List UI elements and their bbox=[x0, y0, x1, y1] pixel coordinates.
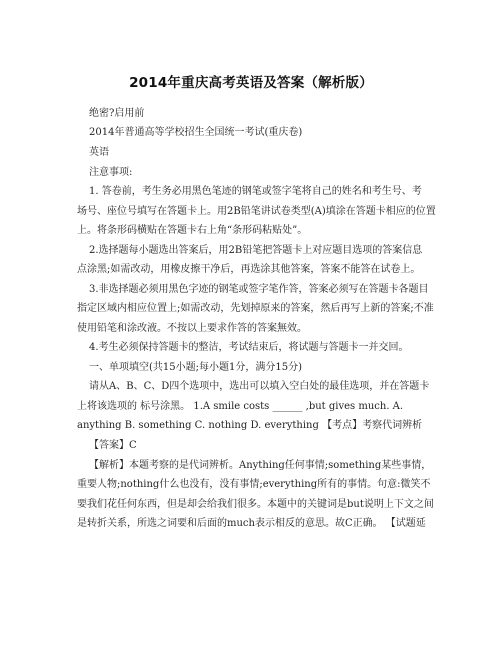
text-line-note2-b: 点涂黑;如需改动，用橡皮擦干净后，再选涂其他答案，答案不能答在试卷上。 bbox=[77, 264, 421, 275]
text-line-instructions-a: 请从A、B、C、D四个选项中，选出可以填入空白处的最佳选项，并在答题卡 bbox=[89, 381, 430, 392]
text-line-note1-b: 场号、座位号填写在答题卡上。用2B铅笔讲试卷类型(A)填涂在答题卡相应的位置 bbox=[77, 206, 436, 217]
text-line-question-options: anything B. something C. nothing D. everything 【考点】考察代词辨析 bbox=[77, 420, 423, 431]
text-line-exam-name: 2014年普通高等学校招生全国统一考试(重庆卷) bbox=[89, 127, 303, 138]
text-line-analysis-c: 要我们花任何东西，但是却会给我们很多。本题中的关键词是but说明上下文之间 bbox=[77, 499, 434, 510]
text-line-confidential: 绝密?启用前 bbox=[89, 108, 145, 119]
text-line-note3-b: 指定区域内相应位置上;如需改动，先划掉原来的答案，然后再写上新的答案;不准 bbox=[77, 303, 434, 314]
text-line-note1-a: 1. 答卷前，考生务必用黑色笔迹的钢笔或签字笔将自己的姓名和考生号、考 bbox=[89, 186, 422, 197]
text-line-analysis-d: 是转折关系，所选之词要和后面的much表示相反的意思。故C正确。 【试题延 bbox=[77, 518, 426, 529]
text-line-answer: 【答案】C bbox=[89, 440, 137, 451]
text-line-subject: 英语 bbox=[89, 147, 109, 158]
text-line-note1-c: 上。将条形码横贴在答题卡右上角“条形码粘贴处”。 bbox=[77, 225, 308, 236]
text-line-note3-a: 3.非选择题必须用黑色字迹的钢笔或签字笔作答，答案必须写在答题卡各题目 bbox=[89, 284, 429, 295]
text-line-note4: 4.考生必须保持答题卡的整洁，考试结束后，将试题与答题卡一并交回。 bbox=[89, 342, 409, 353]
text-line-notes-heading: 注意事项: bbox=[89, 167, 133, 178]
text-line-section-heading: 一、单项填空(共15小题;每小题1分，满分15分) bbox=[89, 362, 302, 373]
text-line-instructions-b: 上将该选项的 标号涂黑。 1.A smile costs ______ ,but gives much. A. bbox=[77, 401, 404, 412]
text-line-analysis-b: 重要人物;nothing什么也没有，没有事情;everything所有的事情。句意:微笑不 bbox=[77, 479, 431, 490]
text-line-note2-a: 2.选择题每小题选出答案后，用2B铅笔把答题卡上对应题目选项的答案信息 bbox=[89, 245, 423, 256]
text-line-analysis-a: 【解析】本题考察的是代词辨析。Anything任何事情;something某些事情， bbox=[89, 460, 432, 471]
document-title: 2014年重庆高考英语及答案（解析版） bbox=[129, 75, 373, 91]
text-line-note3-c: 使用铅笔和涂改液。不按以上要求作答的答案無效。 bbox=[77, 323, 307, 334]
